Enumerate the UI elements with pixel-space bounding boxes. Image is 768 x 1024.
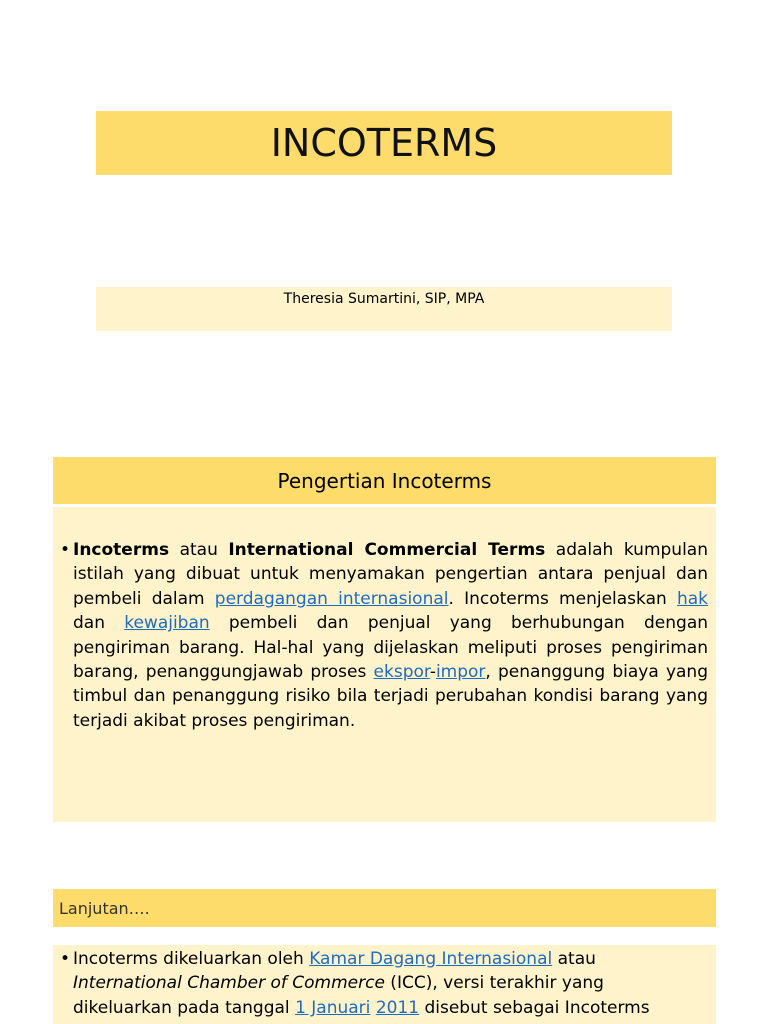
author-subtitle: Theresia Sumartini, SIP, MPA	[96, 287, 672, 331]
link-impor[interactable]: impor	[435, 662, 486, 683]
text-run: . Incoterms menjelaskan	[448, 588, 677, 609]
bullet-text	[73, 538, 708, 733]
link-kewajiban[interactable]: kewajiban	[124, 613, 210, 634]
text-run: (ICC), versi terakhir yang dikeluarkan pada tanggal	[73, 973, 604, 1018]
term-incoterms: Incoterms	[73, 540, 170, 560]
link-2011[interactable]: 2011	[375, 997, 420, 1018]
bullet-text	[73, 947, 708, 1020]
link-ekspor[interactable]: ekspor	[373, 662, 430, 683]
link-1-januari[interactable]: 1 Januari	[295, 997, 371, 1018]
bullet-item	[57, 538, 708, 733]
text-run: atau	[552, 949, 596, 969]
bullet-icon: •	[59, 540, 71, 560]
text-run: adalah kumpulan istilah yang dibuat untuk menyamakan pengertian antara penjual dan pembeli dalam	[73, 540, 708, 609]
text-run: , penanggung biaya yang timbul dan penanggung risiko bila terjadi perubahan kondisi barang yang terjadi akibat proses pengiriman.	[73, 662, 708, 731]
term-international-commercial-terms: International Commercial Terms	[228, 540, 546, 560]
text-run: pembeli dan penjual yang berhubungan dengan pengiriman barang. Hal-hal yang dijelaskan meliputi proses pengiriman barang, penanggungjawab proses	[73, 613, 709, 683]
text-run: disebut sebagai Incoterms	[419, 997, 650, 1018]
content-panel-lanjutan	[53, 945, 716, 1024]
bullet-icon: •	[59, 949, 71, 969]
link-perdagangan-internasional[interactable]: perdagangan internasional	[214, 588, 449, 609]
content-panel-pengertian	[53, 507, 716, 822]
text-run: atau	[169, 540, 229, 560]
text-run: dan	[73, 613, 125, 634]
link-kamar-dagang-internasional[interactable]: Kamar Dagang Internasional	[309, 949, 553, 969]
section-heading-pengertian: Pengertian Incoterms	[53, 457, 716, 504]
slide-title: INCOTERMS	[96, 111, 672, 175]
link-hak[interactable]: hak	[676, 588, 708, 609]
text-run: Incoterms dikeluarkan oleh	[73, 949, 310, 969]
text-run: -	[429, 662, 436, 683]
section-heading-lanjutan: Lanjutan….	[53, 889, 716, 927]
term-international-chamber-of-commerce: International Chamber of Commerce	[73, 973, 385, 994]
bullet-item	[57, 947, 708, 1020]
